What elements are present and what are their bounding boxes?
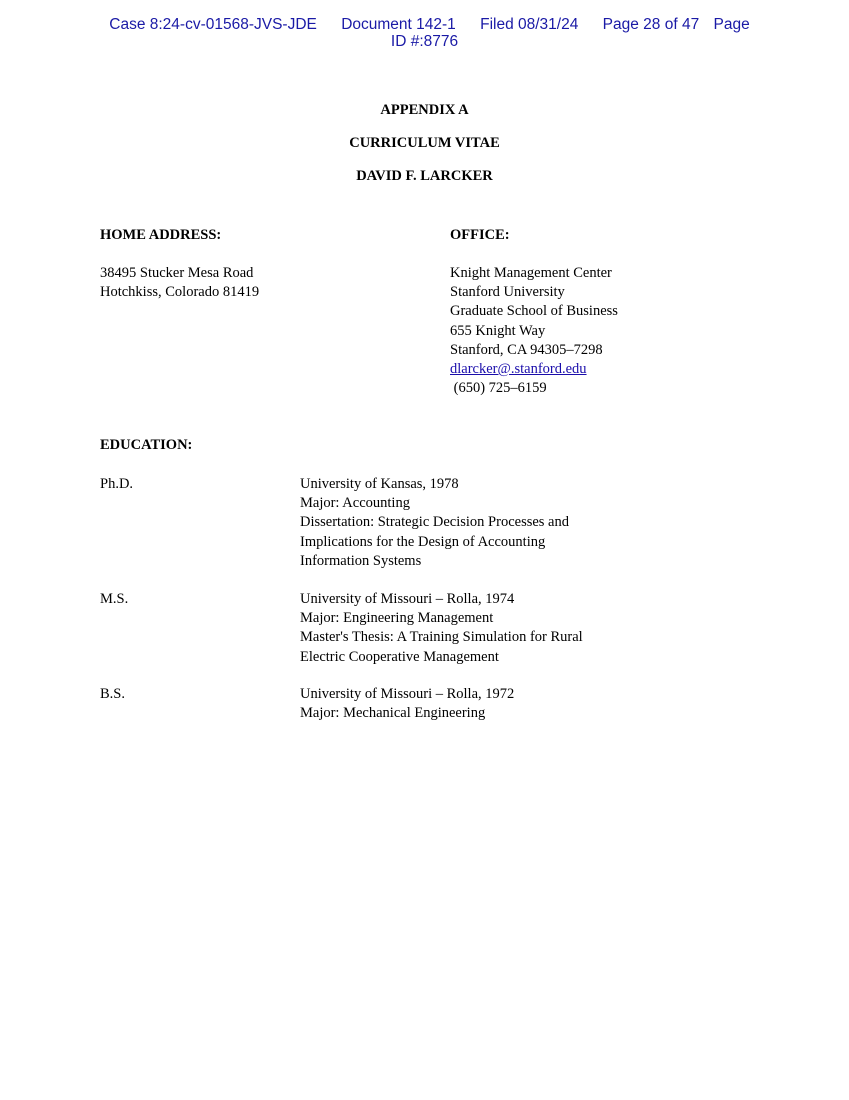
page-number: Page 28 of 47 bbox=[602, 16, 700, 33]
page-word: Page bbox=[713, 16, 750, 33]
education-line: Electric Cooperative Management bbox=[300, 648, 499, 665]
office-line: Stanford, CA 94305–7298 bbox=[450, 341, 603, 358]
home-address-line: Hotchkiss, Colorado 81419 bbox=[100, 284, 260, 301]
degree-ms-details bbox=[300, 590, 583, 667]
office-phone: (650) 725–6159 bbox=[450, 380, 547, 397]
education-line: Major: Accounting bbox=[300, 495, 410, 512]
office-line: Graduate School of Business bbox=[450, 303, 618, 320]
filed-date: Filed 08/31/24 bbox=[480, 16, 579, 33]
document-number: Document 142-1 bbox=[341, 16, 456, 33]
email-link[interactable]: dlarcker@.stanford.edu bbox=[450, 361, 587, 378]
education-line: Major: Engineering Management bbox=[300, 610, 494, 627]
page-id: ID #:8776 bbox=[390, 33, 459, 50]
education-line: Major: Mechanical Engineering bbox=[300, 705, 486, 722]
education-line: Implications for the Design of Accounting bbox=[300, 533, 546, 550]
education-line: Information Systems bbox=[300, 552, 422, 569]
education-line: Dissertation: Strategic Decision Processes and bbox=[300, 514, 569, 531]
home-address-label: HOME ADDRESS: bbox=[100, 227, 222, 243]
home-address-line: 38495 Stucker Mesa Road bbox=[100, 265, 254, 281]
degree-ms: M.S. bbox=[100, 591, 129, 607]
education-line: University of Missouri – Rolla, 1974 bbox=[300, 591, 515, 607]
office-line: 655 Knight Way bbox=[450, 322, 546, 339]
office-label: OFFICE: bbox=[450, 227, 510, 243]
office-line: Stanford University bbox=[450, 284, 565, 301]
education-line: Master's Thesis: A Training Simulation for Rural bbox=[300, 629, 583, 646]
education-line: University of Missouri – Rolla, 1972 bbox=[300, 686, 515, 702]
cv-title: CURRICULUM VITAE bbox=[349, 135, 500, 151]
degree-bs-details bbox=[300, 685, 514, 723]
degree-phd-details bbox=[300, 475, 569, 571]
home-address bbox=[100, 264, 259, 302]
education-line: University of Kansas, 1978 bbox=[300, 476, 459, 492]
case-header bbox=[0, 16, 849, 50]
education-label: EDUCATION: bbox=[100, 437, 193, 453]
appendix-title: APPENDIX A bbox=[380, 102, 469, 118]
degree-phd: Ph.D. bbox=[100, 476, 134, 492]
degree-bs: B.S. bbox=[100, 686, 125, 702]
office-line: Knight Management Center bbox=[450, 265, 612, 281]
office-address bbox=[450, 264, 618, 398]
person-name: DAVID F. LARCKER bbox=[356, 168, 493, 184]
case-number: Case 8:24-cv-01568-JVS-JDE bbox=[109, 16, 317, 33]
